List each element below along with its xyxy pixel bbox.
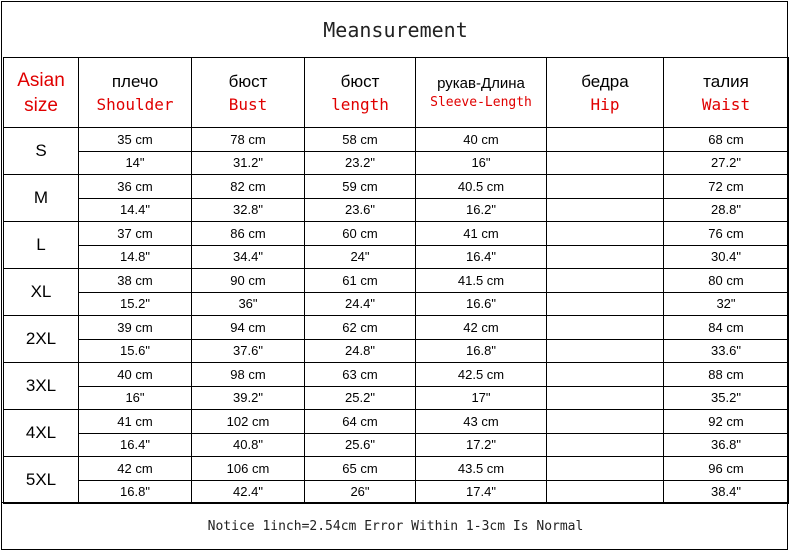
size-cell: 2XL bbox=[4, 316, 79, 363]
inch-value-cell: 33.6" bbox=[664, 339, 789, 363]
inch-value-cell: 16" bbox=[416, 151, 547, 175]
size-cell: S bbox=[4, 128, 79, 175]
cm-value-cell: 41.5 cm bbox=[416, 269, 547, 293]
table-row bbox=[4, 245, 789, 269]
table-row bbox=[4, 269, 789, 293]
asian-size-header bbox=[4, 58, 79, 128]
inch-value-cell: 23.2" bbox=[305, 151, 416, 175]
cm-value-cell: 60 cm bbox=[305, 222, 416, 246]
table-row bbox=[4, 292, 789, 316]
header-ru: бюст bbox=[228, 71, 268, 91]
table-row bbox=[4, 386, 789, 410]
cm-value-cell: 41 cm bbox=[416, 222, 547, 246]
inch-value-cell: 16.4" bbox=[79, 433, 192, 457]
header-en: Hip bbox=[590, 94, 620, 114]
header-ru: бедра bbox=[581, 71, 629, 91]
inch-value-cell bbox=[547, 245, 664, 269]
inch-value-cell: 40.8" bbox=[192, 433, 305, 457]
cm-value-cell bbox=[547, 410, 664, 434]
cm-value-cell: 40 cm bbox=[79, 363, 192, 387]
cm-value-cell: 43.5 cm bbox=[416, 457, 547, 481]
cm-value-cell: 106 cm bbox=[192, 457, 305, 481]
cm-value-cell: 72 cm bbox=[664, 175, 789, 199]
cm-value-cell: 40 cm bbox=[416, 128, 547, 152]
header-en: Waist bbox=[701, 94, 751, 114]
cm-value-cell: 80 cm bbox=[664, 269, 789, 293]
inch-value-cell: 36.8" bbox=[664, 433, 789, 457]
table-row bbox=[4, 457, 789, 481]
inch-value-cell: 24.4" bbox=[305, 292, 416, 316]
header-ru: плечо bbox=[111, 71, 159, 91]
inch-value-cell: 39.2" bbox=[192, 386, 305, 410]
header-en: Bust bbox=[228, 94, 268, 114]
cm-value-cell: 43 cm bbox=[416, 410, 547, 434]
cm-value-cell: 86 cm bbox=[192, 222, 305, 246]
size-cell: 4XL bbox=[4, 410, 79, 457]
inch-value-cell: 24.8" bbox=[305, 339, 416, 363]
cm-value-cell: 96 cm bbox=[664, 457, 789, 481]
inch-value-cell: 31.2" bbox=[192, 151, 305, 175]
cm-value-cell bbox=[547, 363, 664, 387]
inch-value-cell: 36" bbox=[192, 292, 305, 316]
cm-value-cell: 62 cm bbox=[305, 316, 416, 340]
cm-value-cell: 90 cm bbox=[192, 269, 305, 293]
cm-value-cell: 84 cm bbox=[664, 316, 789, 340]
cm-value-cell bbox=[547, 269, 664, 293]
inch-value-cell: 16.2" bbox=[416, 198, 547, 222]
bust-header bbox=[192, 58, 305, 128]
inch-value-cell: 14" bbox=[79, 151, 192, 175]
inch-value-cell: 15.6" bbox=[79, 339, 192, 363]
size-cell: XL bbox=[4, 269, 79, 316]
inch-value-cell: 27.2" bbox=[664, 151, 789, 175]
cm-value-cell: 42.5 cm bbox=[416, 363, 547, 387]
inch-value-cell bbox=[547, 386, 664, 410]
header-row bbox=[4, 58, 789, 128]
cm-value-cell: 61 cm bbox=[305, 269, 416, 293]
table-row bbox=[4, 175, 789, 199]
cm-value-cell: 82 cm bbox=[192, 175, 305, 199]
inch-value-cell: 17.4" bbox=[416, 480, 547, 504]
cm-value-cell: 76 cm bbox=[664, 222, 789, 246]
cm-value-cell bbox=[547, 316, 664, 340]
length-header bbox=[305, 58, 416, 128]
cm-value-cell: 102 cm bbox=[192, 410, 305, 434]
size-cell: 3XL bbox=[4, 363, 79, 410]
inch-value-cell: 38.4" bbox=[664, 480, 789, 504]
inch-value-cell: 17.2" bbox=[416, 433, 547, 457]
inch-value-cell: 24" bbox=[305, 245, 416, 269]
table-row bbox=[4, 410, 789, 434]
inch-value-cell: 16.8" bbox=[79, 480, 192, 504]
cm-value-cell: 78 cm bbox=[192, 128, 305, 152]
table-row bbox=[4, 151, 789, 175]
cm-value-cell: 94 cm bbox=[192, 316, 305, 340]
size-label: size bbox=[24, 94, 58, 116]
inch-value-cell: 23.6" bbox=[305, 198, 416, 222]
measurement-table bbox=[3, 57, 789, 504]
inch-value-cell: 28.8" bbox=[664, 198, 789, 222]
inch-value-cell: 37.6" bbox=[192, 339, 305, 363]
inch-value-cell: 34.4" bbox=[192, 245, 305, 269]
cm-value-cell: 92 cm bbox=[664, 410, 789, 434]
inch-value-cell: 17" bbox=[416, 386, 547, 410]
table-row bbox=[4, 433, 789, 457]
table-row bbox=[4, 128, 789, 152]
cm-value-cell: 58 cm bbox=[305, 128, 416, 152]
table-row bbox=[4, 480, 789, 504]
inch-value-cell bbox=[547, 198, 664, 222]
table-row bbox=[4, 316, 789, 340]
cm-value-cell: 59 cm bbox=[305, 175, 416, 199]
cm-value-cell: 68 cm bbox=[664, 128, 789, 152]
sleeve-length-header bbox=[416, 58, 547, 128]
size-chart bbox=[1, 1, 788, 550]
hip-header bbox=[547, 58, 664, 128]
inch-value-cell: 35.2" bbox=[664, 386, 789, 410]
table-row bbox=[4, 222, 789, 246]
table-body bbox=[4, 128, 789, 504]
cm-value-cell: 37 cm bbox=[79, 222, 192, 246]
cm-value-cell bbox=[547, 128, 664, 152]
cm-value-cell: 40.5 cm bbox=[416, 175, 547, 199]
inch-value-cell: 25.2" bbox=[305, 386, 416, 410]
inch-value-cell bbox=[547, 292, 664, 316]
inch-value-cell: 26" bbox=[305, 480, 416, 504]
shoulder-header bbox=[79, 58, 192, 128]
cm-value-cell: 39 cm bbox=[79, 316, 192, 340]
inch-value-cell: 32.8" bbox=[192, 198, 305, 222]
size-cell: M bbox=[4, 175, 79, 222]
cm-value-cell: 42 cm bbox=[79, 457, 192, 481]
header-en: Shoulder bbox=[96, 94, 174, 114]
inch-value-cell: 16.8" bbox=[416, 339, 547, 363]
inch-value-cell: 14.4" bbox=[79, 198, 192, 222]
cm-value-cell bbox=[547, 175, 664, 199]
inch-value-cell bbox=[547, 433, 664, 457]
cm-value-cell: 64 cm bbox=[305, 410, 416, 434]
table-row bbox=[4, 339, 789, 363]
asian-label: Asian bbox=[17, 69, 65, 91]
inch-value-cell: 25.6" bbox=[305, 433, 416, 457]
cm-value-cell bbox=[547, 457, 664, 481]
inch-value-cell bbox=[547, 151, 664, 175]
inch-value-cell: 14.8" bbox=[79, 245, 192, 269]
waist-header bbox=[664, 58, 789, 128]
cm-value-cell: 63 cm bbox=[305, 363, 416, 387]
cm-value-cell: 42 cm bbox=[416, 316, 547, 340]
inch-value-cell bbox=[547, 480, 664, 504]
inch-value-cell: 42.4" bbox=[192, 480, 305, 504]
cm-value-cell bbox=[547, 222, 664, 246]
cm-value-cell: 65 cm bbox=[305, 457, 416, 481]
cm-value-cell: 35 cm bbox=[79, 128, 192, 152]
cm-value-cell: 41 cm bbox=[79, 410, 192, 434]
inch-value-cell: 15.2" bbox=[79, 292, 192, 316]
inch-value-cell: 16.4" bbox=[416, 245, 547, 269]
size-cell: 5XL bbox=[4, 457, 79, 504]
cm-value-cell: 98 cm bbox=[192, 363, 305, 387]
table-row bbox=[4, 198, 789, 222]
header-en: Sleeve-Length bbox=[430, 95, 532, 110]
chart-title: Meansurement bbox=[323, 17, 468, 42]
inch-value-cell: 16" bbox=[79, 386, 192, 410]
inch-value-cell: 16.6" bbox=[416, 292, 547, 316]
cm-value-cell: 88 cm bbox=[664, 363, 789, 387]
notice-text: Notice 1inch=2.54cm Error Within 1-3cm Is Normal bbox=[2, 502, 789, 550]
header-ru: бюст bbox=[340, 71, 380, 91]
inch-value-cell: 32" bbox=[664, 292, 789, 316]
cm-value-cell: 38 cm bbox=[79, 269, 192, 293]
header-en: length bbox=[331, 94, 389, 114]
inch-value-cell bbox=[547, 339, 664, 363]
size-cell: L bbox=[4, 222, 79, 269]
header-ru: талия bbox=[703, 71, 749, 91]
cm-value-cell: 36 cm bbox=[79, 175, 192, 199]
table-row bbox=[4, 363, 789, 387]
header-ru: рукав-Длина bbox=[437, 75, 525, 92]
inch-value-cell: 30.4" bbox=[664, 245, 789, 269]
